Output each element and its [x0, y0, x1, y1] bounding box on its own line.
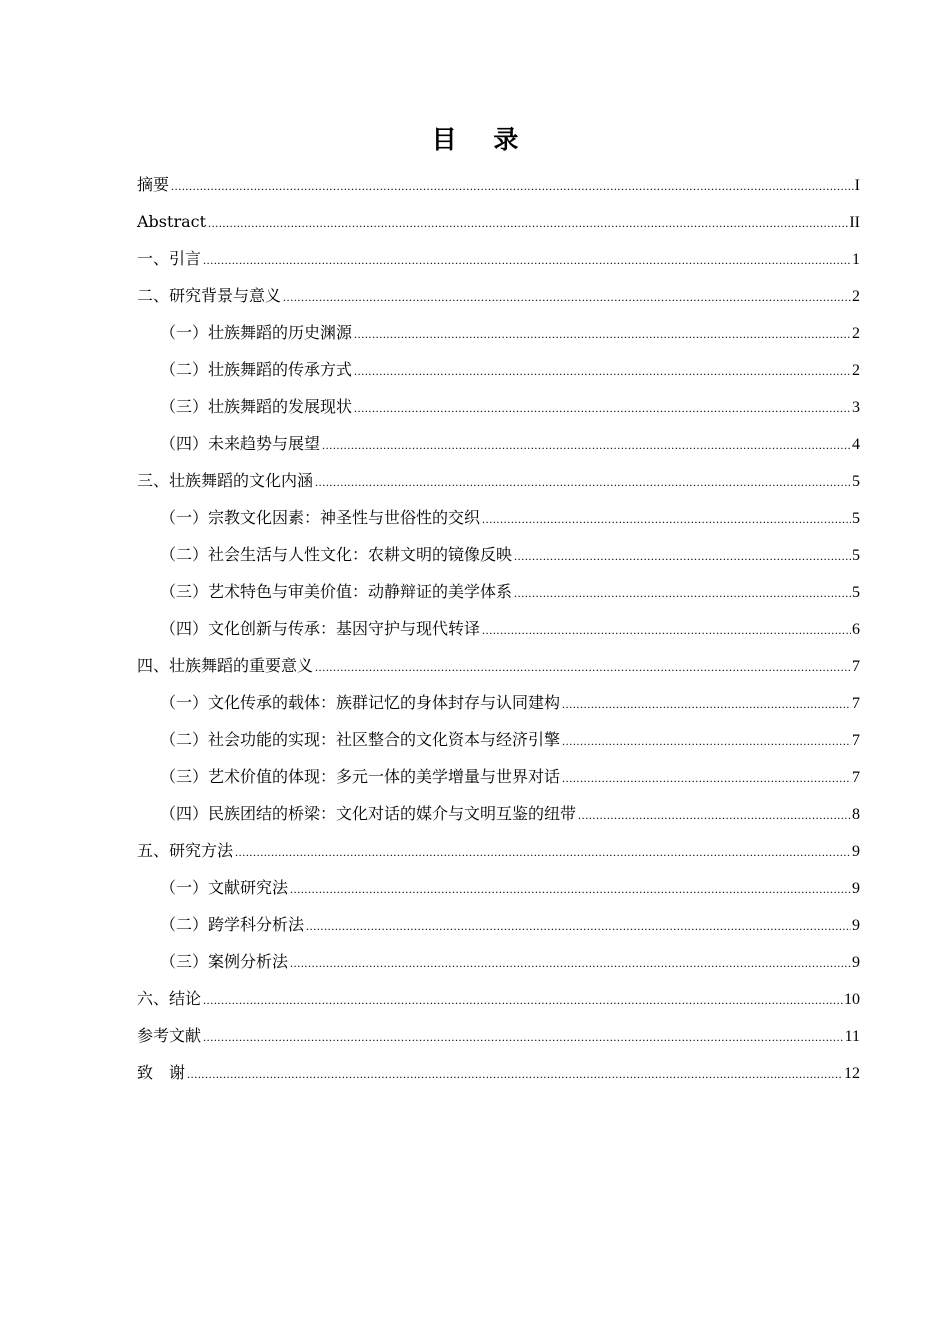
toc-dot-leader	[354, 316, 851, 353]
toc-entry-label: 致 谢	[137, 1063, 186, 1082]
toc-entry[interactable]	[137, 647, 860, 684]
toc-entry-label: 六、结论	[137, 989, 202, 1008]
toc-entry-label: （四）未来趋势与展望	[160, 434, 321, 453]
toc-entry-label: 四、壮族舞蹈的重要意义	[137, 656, 314, 675]
toc-dot-leader	[562, 723, 851, 760]
toc-dot-leader	[354, 353, 851, 390]
toc-entry-page-number: 9	[852, 954, 860, 971]
toc-title: 目 录	[431, 125, 533, 154]
toc-entry-page-number: 10	[844, 991, 860, 1008]
toc-entry[interactable]	[137, 462, 860, 499]
toc-entry-page-number: 6	[852, 621, 860, 638]
toc-entry[interactable]	[137, 721, 860, 758]
toc-entry-label: 一、引言	[137, 249, 202, 268]
toc-entry-label: （一）文化传承的载体：族群记忆的身体封存与认同建构	[160, 693, 561, 712]
toc-entry-page-number: 5	[852, 473, 860, 490]
toc-entry-label: 摘要	[137, 175, 170, 194]
toc-dot-leader	[290, 945, 851, 982]
toc-entry[interactable]	[137, 684, 860, 721]
toc-entry-label: （一）宗教文化因素：神圣性与世俗性的交织	[160, 508, 481, 527]
toc-entry[interactable]	[137, 240, 860, 277]
toc-dot-leader	[203, 1019, 844, 1056]
toc-entry[interactable]	[137, 536, 860, 573]
toc-dot-leader	[203, 982, 843, 1019]
toc-entry-page-number: 9	[852, 843, 860, 860]
toc-dot-leader	[283, 279, 851, 316]
toc-dot-leader	[315, 464, 851, 501]
toc-dot-leader	[578, 797, 851, 834]
toc-dot-leader	[514, 575, 851, 612]
toc-entry-label: （二）壮族舞蹈的传承方式	[160, 360, 353, 379]
toc-entry-page-number: 4	[852, 436, 860, 453]
toc-entry-page-number: 3	[852, 399, 860, 416]
toc-entry-label: （二）社会功能的实现：社区整合的文化资本与经济引擎	[160, 730, 561, 749]
toc-entry[interactable]	[137, 166, 860, 203]
toc-entry-page-number: 9	[852, 917, 860, 934]
toc-entry-page-number: 5	[852, 584, 860, 601]
toc-entry[interactable]	[137, 906, 860, 943]
toc-entry[interactable]	[137, 277, 860, 314]
toc-entry-label: 参考文献	[137, 1026, 202, 1045]
toc-dot-leader	[482, 612, 851, 649]
toc-entry-label: （一）文献研究法	[160, 878, 289, 897]
toc-entry-label: Abstract	[137, 212, 207, 231]
toc-entry-page-number: 7	[852, 658, 860, 675]
toc-entry-page-number: 7	[852, 732, 860, 749]
toc-entry-page-number: 2	[852, 325, 860, 342]
table-of-contents	[137, 166, 860, 1091]
toc-dot-leader	[562, 760, 851, 797]
toc-dot-leader	[187, 1056, 843, 1093]
toc-dot-leader	[482, 501, 851, 538]
toc-entry-page-number: 8	[852, 806, 860, 823]
toc-entry-page-number: 11	[844, 1028, 860, 1045]
toc-dot-leader	[203, 242, 851, 279]
toc-entry-page-number: 5	[852, 547, 860, 564]
toc-entry[interactable]	[137, 832, 860, 869]
toc-entry-page-number: 2	[852, 362, 860, 379]
toc-entry-label: （三）艺术特色与审美价值：动静辩证的美学体系	[160, 582, 513, 601]
toc-dot-leader	[322, 427, 851, 464]
toc-entry-label: 二、研究背景与意义	[137, 286, 282, 305]
toc-dot-leader	[171, 168, 854, 205]
toc-dot-leader	[514, 538, 851, 575]
toc-entry[interactable]	[137, 1054, 860, 1091]
toc-entry-page-number: 5	[852, 510, 860, 527]
toc-entry-page-number: II	[849, 214, 860, 231]
toc-entry-label: （三）壮族舞蹈的发展现状	[160, 397, 353, 416]
toc-entry-label: 五、研究方法	[137, 841, 234, 860]
toc-entry[interactable]	[137, 980, 860, 1017]
toc-entry[interactable]	[137, 758, 860, 795]
toc-entry[interactable]	[137, 573, 860, 610]
toc-entry-page-number: 1	[852, 251, 860, 268]
toc-entry-label: 三、壮族舞蹈的文化内涵	[137, 471, 314, 490]
toc-entry[interactable]	[137, 610, 860, 647]
toc-entry-label: （二）跨学科分析法	[160, 915, 305, 934]
toc-dot-leader	[562, 686, 851, 723]
toc-entry-label: （一）壮族舞蹈的历史渊源	[160, 323, 353, 342]
toc-entry-page-number: 7	[852, 769, 860, 786]
toc-entry-label: （三）艺术价值的体现：多元一体的美学增量与世界对话	[160, 767, 561, 786]
toc-entry[interactable]	[137, 425, 860, 462]
toc-dot-leader	[235, 834, 851, 871]
toc-entry-label: （三）案例分析法	[160, 952, 289, 971]
toc-entry[interactable]	[137, 314, 860, 351]
toc-dot-leader	[315, 649, 851, 686]
toc-entry[interactable]	[137, 869, 860, 906]
toc-entry-page-number: 2	[852, 288, 860, 305]
toc-entry[interactable]	[137, 1017, 860, 1054]
toc-entry[interactable]	[137, 943, 860, 980]
toc-entry-label: （二）社会生活与人性文化：农耕文明的镜像反映	[160, 545, 513, 564]
toc-entry[interactable]	[137, 499, 860, 536]
toc-dot-leader	[306, 908, 851, 945]
toc-entry[interactable]	[137, 203, 860, 240]
toc-entry-page-number: 7	[852, 695, 860, 712]
toc-dot-leader	[290, 871, 851, 908]
toc-entry-page-number: I	[854, 177, 860, 194]
toc-dot-leader	[208, 205, 848, 242]
toc-entry[interactable]	[137, 795, 860, 832]
toc-entry[interactable]	[137, 388, 860, 425]
toc-entry-label: （四）民族团结的桥梁：文化对话的媒介与文明互鉴的纽带	[160, 804, 577, 823]
toc-entry-page-number: 12	[844, 1065, 860, 1082]
toc-entry-label: （四）文化创新与传承：基因守护与现代转译	[160, 619, 481, 638]
toc-dot-leader	[354, 390, 851, 427]
toc-entry-page-number: 9	[852, 880, 860, 897]
toc-entry[interactable]	[137, 351, 860, 388]
